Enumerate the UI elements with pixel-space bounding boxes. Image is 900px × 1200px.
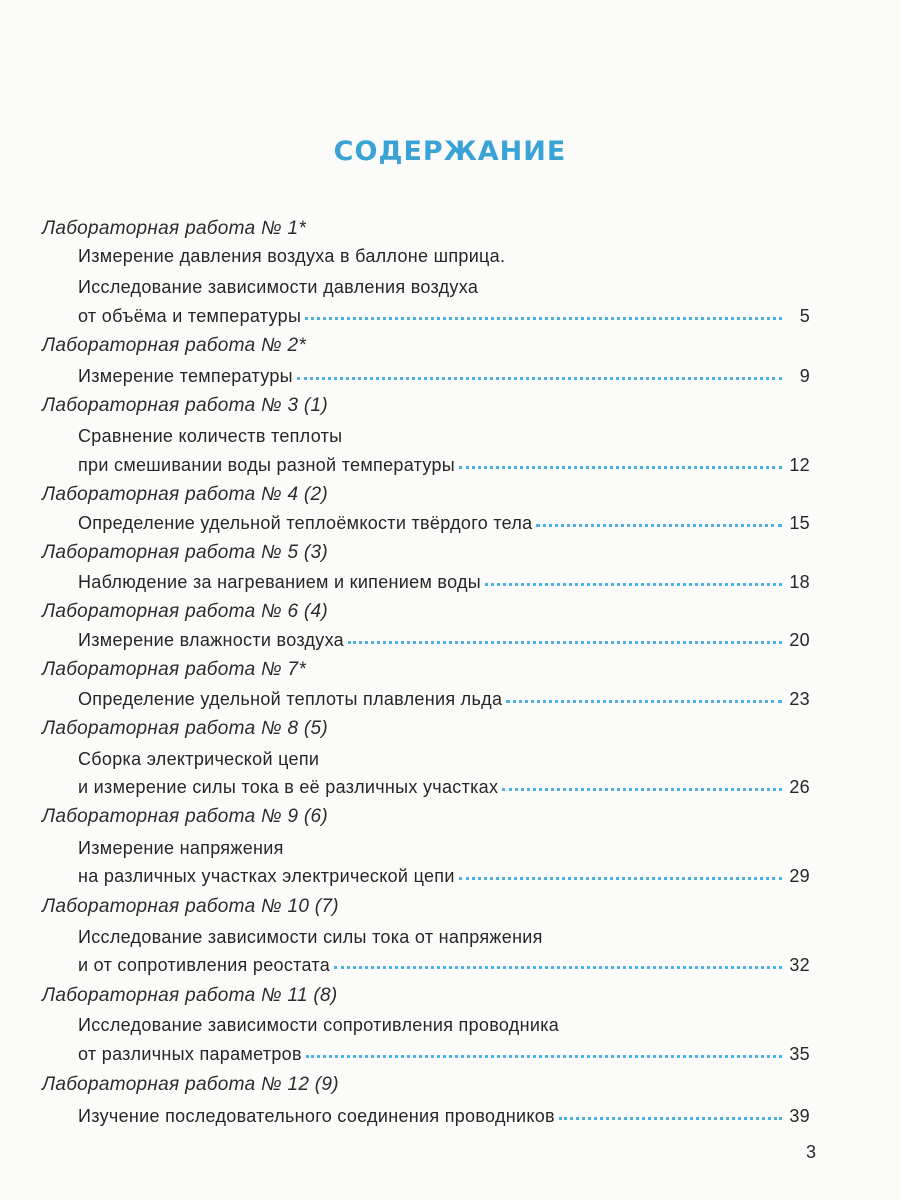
lab-description-line: Измерение давления воздуха в баллоне шприца. [78,246,506,266]
toc-entry[interactable] [78,866,810,887]
toc-entry-title: Определение удельной теплоёмкости твёрдого тела [78,513,533,533]
toc-entry[interactable] [78,1106,810,1127]
toc-page-number: 29 [789,866,810,886]
page-number: 3 [805,1142,816,1162]
lab-description-line: Исследование зависимости силы тока от напряжения [78,927,543,947]
dot-leader [485,583,782,586]
dot-leader [502,788,782,791]
toc-entry[interactable] [78,366,810,387]
toc-page-number: 15 [789,513,810,533]
lab-heading: Лабораторная работа № 3 (1) [42,395,329,416]
toc-page-number: 5 [799,306,810,326]
toc-entry[interactable] [78,513,810,534]
lab-heading: Лабораторная работа № 2* [42,335,307,356]
dot-leader [334,966,782,969]
toc-entry-title: Измерение влажности воздуха [78,630,344,650]
toc-entry[interactable] [78,572,810,593]
lab-heading: Лабораторная работа № 4 (2) [42,484,329,505]
toc-entry[interactable] [78,955,810,976]
toc-page-number: 26 [789,777,810,797]
toc-entry-title: Измерение температуры [78,366,293,386]
page-title: СОДЕРЖАНИЕ [333,136,567,167]
toc-entry-title: от различных параметров [78,1044,302,1064]
lab-description-line: Сравнение количеств теплоты [78,426,343,446]
dot-leader [459,466,782,469]
dot-leader [297,377,782,380]
lab-heading: Лабораторная работа № 11 (8) [42,985,338,1006]
toc-entry-title: Определение удельной теплоты плавления льда [78,689,503,709]
toc-entry[interactable] [78,630,810,651]
lab-heading: Лабораторная работа № 8 (5) [42,718,329,739]
toc-page-number: 18 [789,572,810,592]
toc-entry-title: от объёма и температуры [78,306,302,326]
lab-heading: Лабораторная работа № 5 (3) [42,542,329,563]
lab-description-line: Исследование зависимости сопротивления проводника [78,1015,560,1035]
lab-description-line: Исследование зависимости давления воздуха [78,277,479,297]
dot-leader [506,700,782,703]
dot-leader [348,641,782,644]
toc-entry[interactable] [78,689,810,710]
lab-heading: Лабораторная работа № 6 (4) [42,601,329,622]
dot-leader [305,317,782,320]
lab-description-line: Измерение напряжения [78,838,284,858]
lab-heading: Лабораторная работа № 10 (7) [42,896,339,917]
toc-page-number: 32 [789,955,810,975]
toc-page-number: 20 [789,630,810,650]
toc-entry[interactable] [78,455,810,476]
toc-entry[interactable] [78,1044,810,1065]
toc-entry-title: и от сопротивления реостата [78,955,331,975]
toc-entry-title: на различных участках электрической цепи [78,866,455,886]
toc-entry-title: Изучение последовательного соединения проводников [78,1106,555,1126]
lab-description-line: Сборка электрической цепи [78,749,320,769]
toc-entry-title: Наблюдение за нагреванием и кипением воды [78,572,482,592]
toc-page-number: 9 [799,366,810,386]
toc-page-number: 12 [789,455,810,475]
dot-leader [306,1055,782,1058]
toc-entry[interactable] [78,777,810,798]
lab-heading: Лабораторная работа № 7* [42,659,307,680]
toc-page-number: 39 [789,1106,810,1126]
toc-entry[interactable] [78,306,810,327]
toc-page-number: 35 [789,1044,810,1064]
lab-heading: Лабораторная работа № 12 (9) [42,1074,339,1095]
dot-leader [559,1117,782,1120]
dot-leader [459,877,782,880]
toc-page-number: 23 [789,689,810,709]
toc-entry-title: при смешивании воды разной температуры [78,455,456,475]
lab-heading: Лабораторная работа № 9 (6) [42,806,329,827]
dot-leader [536,524,782,527]
toc-entry-title: и измерение силы тока в её различных участках [78,777,499,797]
lab-heading: Лабораторная работа № 1* [42,218,307,239]
